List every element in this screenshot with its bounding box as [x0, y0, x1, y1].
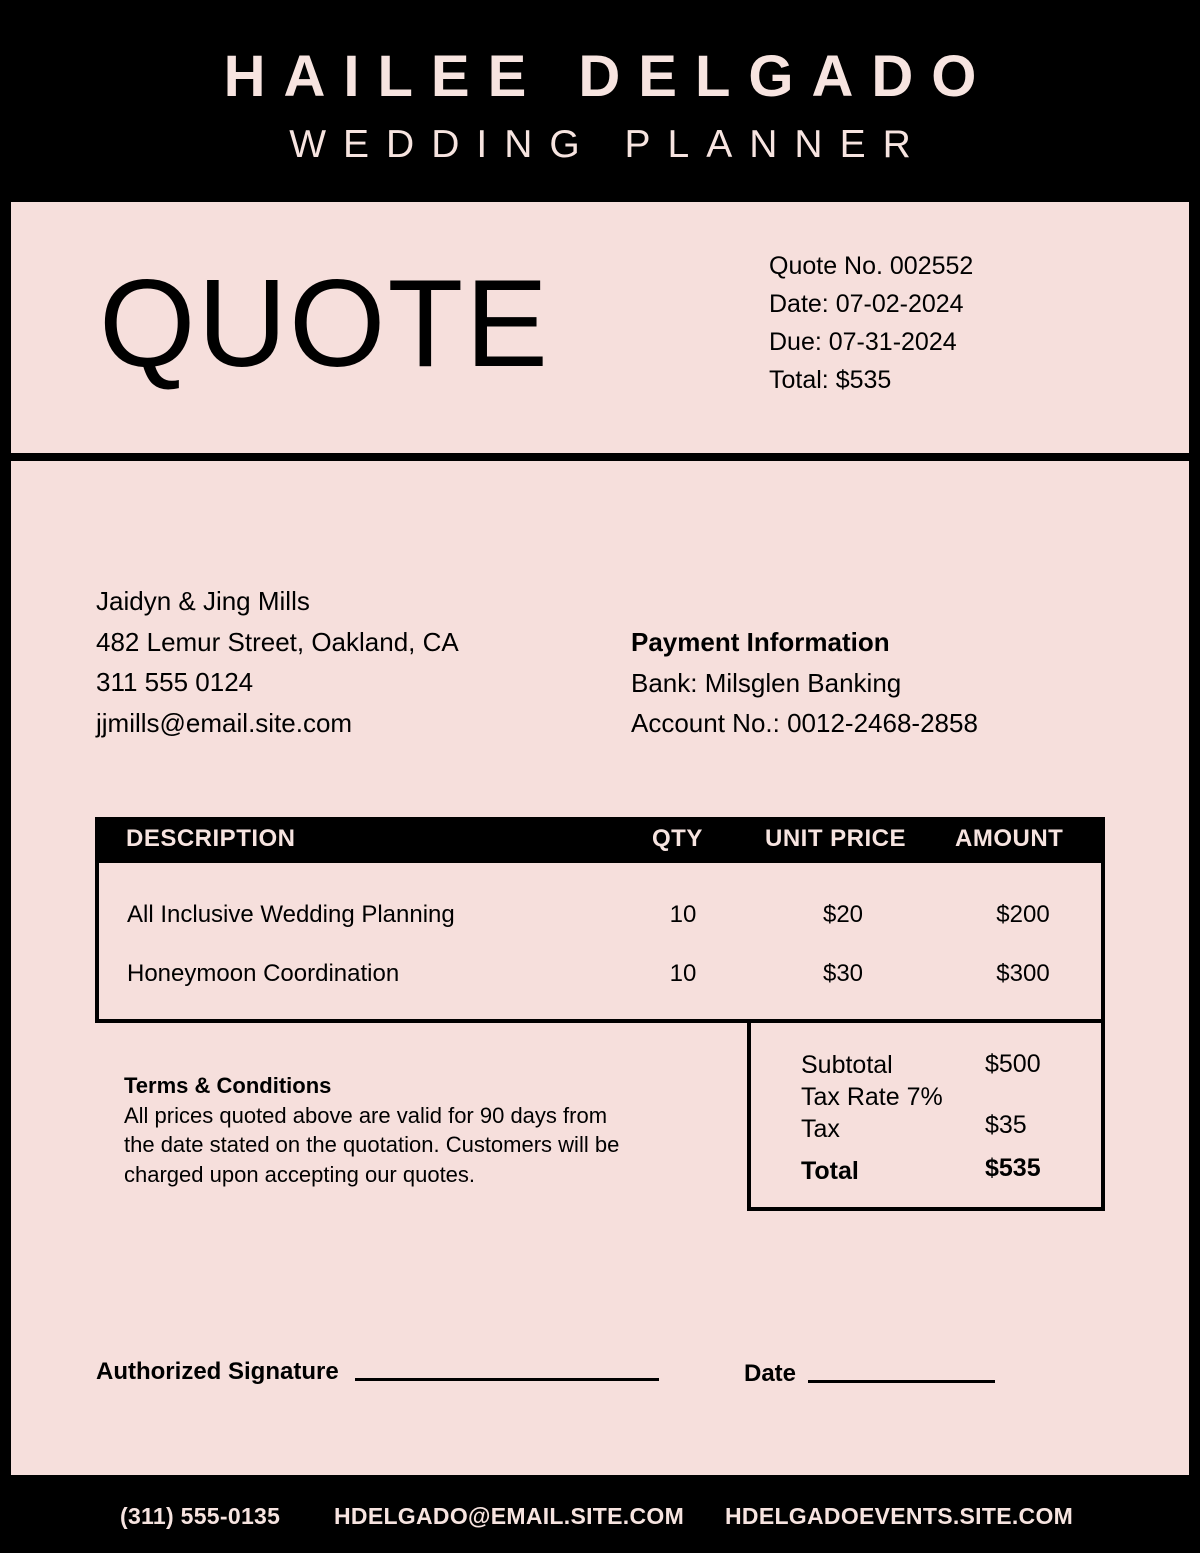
brand-title: WEDDING PLANNER: [289, 123, 928, 166]
quote-total: Total: $535: [769, 366, 892, 394]
brand-name: HAILEE DELGADO: [223, 44, 995, 109]
item-description: All Inclusive Wedding Planning: [127, 901, 455, 928]
client-phone: 311 555 0124: [96, 667, 254, 697]
footer-email: HDELGADO@EMAIL.SITE.COM: [334, 1503, 685, 1529]
quote-header-panel: [11, 202, 1189, 453]
terms-and-conditions: [124, 1071, 684, 1189]
signature-label: Authorized Signature: [96, 1358, 339, 1385]
date-label: Date: [744, 1360, 797, 1387]
payment-bank: Bank: Milsglen Banking: [631, 667, 902, 698]
client-email: jjmills@email.site.com: [96, 707, 353, 738]
table-row: [99, 901, 1101, 941]
table-body: [95, 863, 1105, 1023]
client-address: 482 Lemur Street, Oakland, CA: [96, 626, 459, 657]
column-header-unit-price: UNIT PRICE: [765, 825, 907, 852]
line-items-table: [95, 817, 1105, 1023]
subtotal-value: $500: [985, 1050, 1041, 1078]
terms-line: All prices quoted above are valid for 90 days from: [124, 1102, 608, 1128]
quote-body-panel: [11, 461, 1189, 1475]
quote-date: Date: 07-02-2024: [769, 290, 964, 318]
signature-line: [355, 1378, 659, 1381]
payment-account: Account No.: 0012-2468-2858: [631, 708, 978, 738]
payment-info: [631, 622, 978, 744]
totals-box: [747, 1021, 1105, 1211]
quote-number: Quote No. 002552: [769, 252, 974, 280]
item-unit-price: $30: [822, 960, 864, 987]
payment-heading: Payment Information: [631, 627, 890, 657]
column-header-amount: AMOUNT: [955, 825, 1064, 852]
item-amount: $200: [996, 901, 1050, 928]
item-description: Honeymoon Coordination: [127, 960, 400, 987]
footer-website: HDELGADOEVENTS.SITE.COM: [725, 1503, 1074, 1529]
footer-phone: (311) 555-0135: [120, 1503, 281, 1529]
footer: [0, 1476, 1200, 1553]
table-header: [95, 817, 1105, 863]
tax-label: Tax: [801, 1115, 840, 1143]
total-value: $535: [985, 1154, 1041, 1182]
header: [0, 0, 1200, 200]
quote-meta: [769, 247, 973, 399]
page-title: QUOTE: [99, 255, 550, 393]
client-info: [96, 581, 459, 743]
item-unit-price: $20: [822, 901, 864, 928]
client-name: Jaidyn & Jing Mills: [96, 586, 310, 616]
item-qty: 10: [669, 960, 697, 987]
terms-heading: Terms & Conditions: [124, 1073, 332, 1098]
item-qty: 10: [669, 901, 697, 928]
date-line: [808, 1380, 995, 1383]
terms-line: charged upon accepting our quotes.: [124, 1161, 476, 1187]
item-amount: $300: [996, 960, 1050, 987]
column-header-qty: QTY: [652, 825, 703, 852]
terms-line: the date stated on the quotation. Customers will be: [124, 1132, 620, 1157]
total-label: Total: [801, 1157, 859, 1185]
column-header-description: DESCRIPTION: [126, 825, 296, 852]
tax-rate-label: Tax Rate 7%: [801, 1083, 943, 1111]
table-row: [99, 960, 1101, 1000]
tax-value: $35: [985, 1111, 1027, 1139]
quote-due: Due: 07-31-2024: [769, 328, 957, 356]
subtotal-label: Subtotal: [801, 1051, 893, 1079]
